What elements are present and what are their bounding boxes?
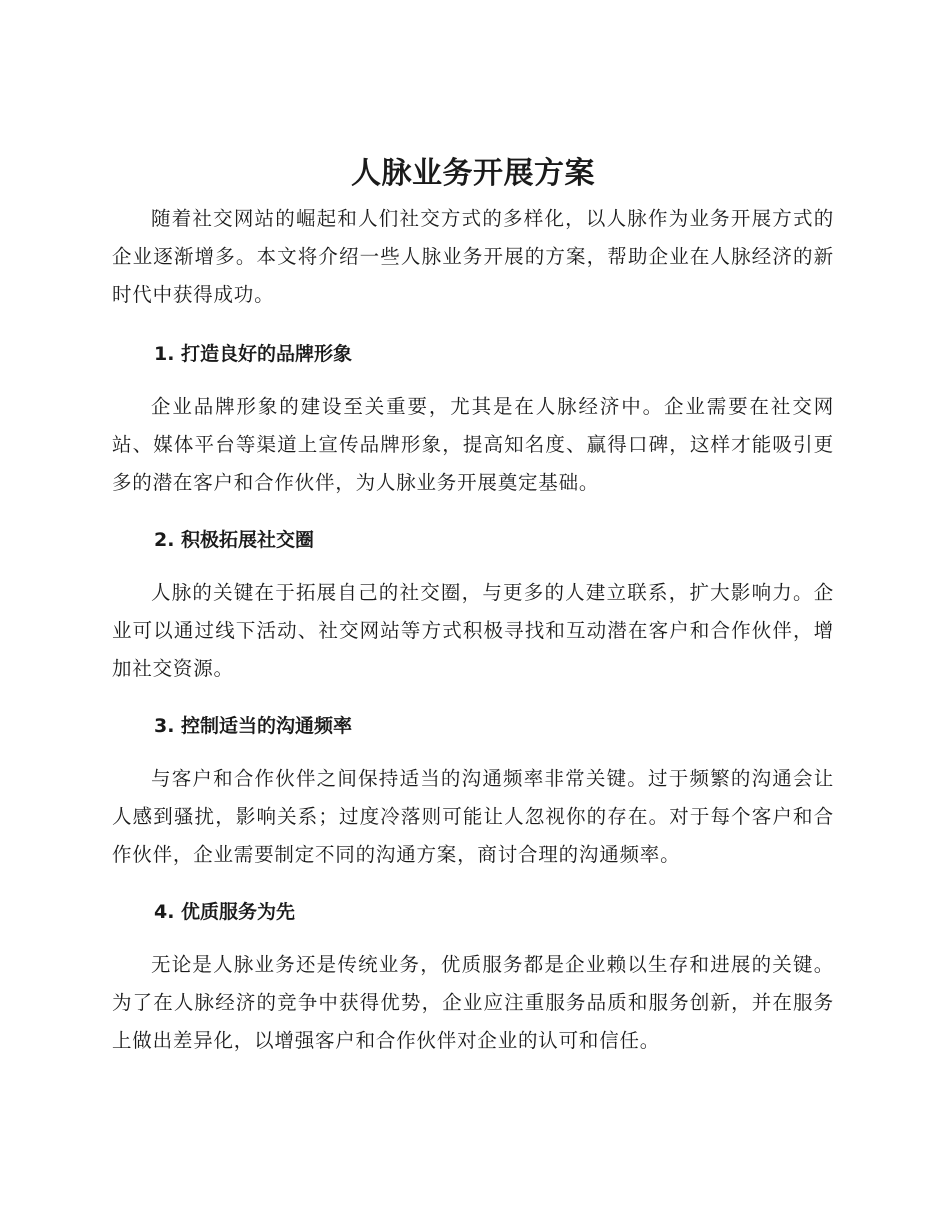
- section-heading: 2. 积极拓展社交圈: [154, 529, 315, 551]
- section-heading: 4. 优质服务为先: [154, 901, 296, 923]
- section-heading: 3. 控制适当的沟通频率: [154, 715, 353, 737]
- section-body: 人脉的关键在于拓展自己的社交圈，与更多的人建立联系，扩大影响力。企业可以通过线下活动、社交网站等方式积极寻找和互动潜在客户和合作伙伴，增加社交资源。: [112, 581, 834, 680]
- section-communication-frequency: [112, 712, 834, 874]
- section-heading: 1. 打造良好的品牌形象: [154, 343, 353, 365]
- document-title: 人脉业务开展方案: [351, 156, 595, 191]
- intro-paragraph: 随着社交网站的崛起和人们社交方式的多样化，以人脉作为业务开展方式的企业逐渐增多。本文将介绍一些人脉业务开展的方案，帮助企业在人脉经济的新时代中获得成功。: [112, 207, 834, 306]
- section-body: 与客户和合作伙伴之间保持适当的沟通频率非常关键。过于频繁的沟通会让人感到骚扰，影响关系；过度冷落则可能让人忽视你的存在。对于每个客户和合作伙伴，企业需要制定不同的沟通方案，商讨合理的沟通频率。: [112, 767, 834, 866]
- document-page: [112, 150, 834, 1060]
- section-body: 企业品牌形象的建设至关重要，尤其是在人脉经济中。企业需要在社交网站、媒体平台等渠道上宣传品牌形象，提高知名度、赢得口碑，这样才能吸引更多的潜在客户和合作伙伴，为人脉业务开展奠定基础。: [112, 395, 834, 494]
- section-social-circle: [112, 526, 834, 688]
- section-quality-service: [112, 898, 834, 1060]
- section-brand-image: [112, 340, 834, 502]
- section-body: 无论是人脉业务还是传统业务，优质服务都是企业赖以生存和进展的关键。为了在人脉经济的竞争中获得优势，企业应注重服务品质和服务创新，并在服务上做出差异化，以增强客户和合作伙伴对企业的认可和信任。: [112, 953, 834, 1052]
